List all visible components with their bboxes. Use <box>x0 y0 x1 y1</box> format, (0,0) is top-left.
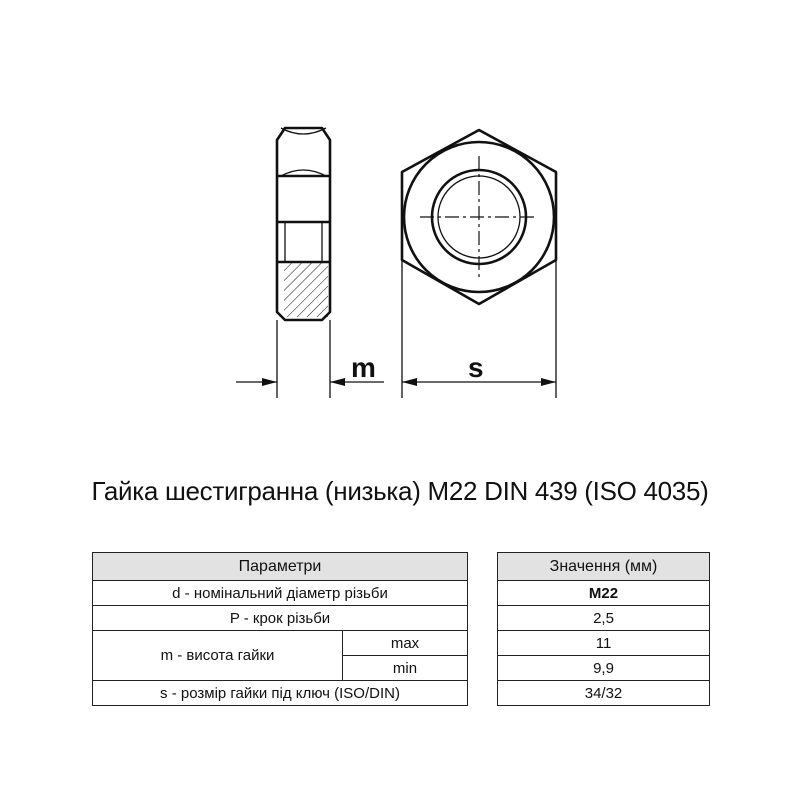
row-d-label: d - номінальний діаметр різьби <box>93 581 468 606</box>
product-title: Гайка шестигранна (низька) M22 DIN 439 (ISO 4035) <box>91 476 709 506</box>
table-row <box>93 606 710 631</box>
spec-table <box>92 552 710 706</box>
nut-side-view <box>277 128 330 320</box>
nut-front-view <box>402 130 556 304</box>
dimension-m-label: m <box>351 352 376 383</box>
table-row <box>93 581 710 606</box>
dimension-m <box>236 320 384 398</box>
table-row <box>93 631 710 656</box>
table-gap <box>468 581 498 606</box>
table-gap <box>468 606 498 631</box>
table-gap <box>468 631 498 656</box>
row-m-max-value: 11 <box>498 631 710 656</box>
row-p-label: P - крок різьби <box>93 606 468 631</box>
row-s-value: 34/32 <box>498 681 710 706</box>
dimension-s <box>402 260 556 398</box>
row-m-min-label: min <box>343 656 468 681</box>
table-gap <box>468 553 498 581</box>
row-m-max-label: max <box>343 631 468 656</box>
table-gap <box>468 681 498 706</box>
row-m-label: m - висота гайки <box>93 631 343 681</box>
row-s-label: s - розмір гайки під ключ (ISO/DIN) <box>93 681 468 706</box>
row-d-value: M22 <box>498 581 710 606</box>
row-m-min-value: 9,9 <box>498 656 710 681</box>
table-row <box>93 681 710 706</box>
table-gap <box>468 656 498 681</box>
header-parameters: Параметри <box>93 553 468 581</box>
header-values: Значення (мм) <box>498 553 710 581</box>
row-p-value: 2,5 <box>498 606 710 631</box>
dimension-s-label: s <box>468 352 484 383</box>
table-header-row <box>93 553 710 581</box>
